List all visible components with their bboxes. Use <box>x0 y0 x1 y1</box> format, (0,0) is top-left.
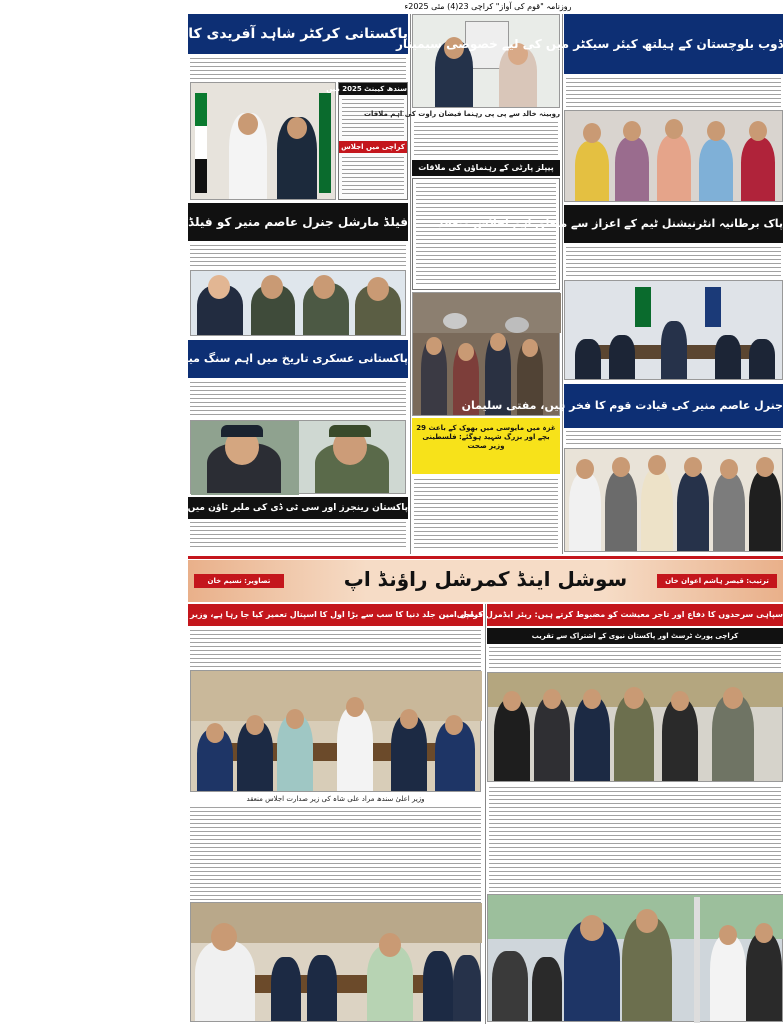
caption-hospital: وزیر اعلیٰ سندھ مراد علی شاہ کی زیر صدارت اجلاس منعقد <box>246 795 425 803</box>
headline-afridi: پاکستانی کرکٹر شاہد آفریدی کا دبئی کی قونصلیٹ کا دورہ <box>188 14 408 54</box>
headline-seminar: ڈوب بلوچستان کے ہیلتھ کیئر سیکٹر میں کی لیے خصوصی سیمینار <box>564 14 783 74</box>
article-text <box>566 246 781 276</box>
headline-gaza: غزہ میں مایوسی میں بھوک کے باعث 29 بچے اور بزرگ شہید ہوگئے: فلسطینی وزیر صحت <box>412 418 560 474</box>
photo-generals <box>190 270 406 336</box>
photo-hospital-meeting-2 <box>190 902 481 1022</box>
middle-banner: پیپلز پارٹی کے رہنماؤں کی ملاقات <box>412 160 560 176</box>
headline-field-marshal: فیلڈ مارشل جنرل عاصم منیر کو فیلڈ مارشل کے عہدے پر ترقی <box>188 203 408 241</box>
headline-history: پاکستانی عسکری تاریخ میں اہم سنگ میل قوم کا فخر اور اظہار تشکر <box>188 340 408 378</box>
photo-afridi <box>190 82 336 200</box>
article-text <box>190 521 406 549</box>
section-header <box>188 560 783 602</box>
headline-admiral: سپاہی سرحدوں کا دفاع اور تاجر معیشت کو مضبوط کرتے ہیں: ریئر ایڈمرل فیصل امین <box>487 604 783 626</box>
article-text <box>190 806 481 900</box>
headline-general: جنرل عاصم منیر کی قیادت قوم کا فخر ہیں، مفتی سلیمان <box>564 384 783 428</box>
section-divider <box>188 556 783 559</box>
photo-meeting <box>564 280 783 380</box>
masthead-date: روزنامہ "قوم کی آواز" کراچی 23(4) مئی 2025ء <box>404 2 572 11</box>
section-right-tag: ترتیب: قیصر ہاشم اعوان خان <box>657 574 777 588</box>
photo-two-officers <box>190 420 406 494</box>
photo-group <box>564 448 783 552</box>
caption-rubina: روبینہ خالد سے پی پی رہنما فیضان راوت کی اہم ملاقات <box>363 110 560 118</box>
headline-hospital: کراچی میں جلد دنیا کا سب سے بڑا اول کا اسپتال تعمیر کیا جا رہا ہے، وزیر اعلیٰ سندھ <box>188 604 483 626</box>
article-text <box>414 121 558 157</box>
photo-hospital-meeting <box>190 670 481 792</box>
photo-admiral-ceremony <box>487 672 783 782</box>
headline-rangers: پاکستان رینجرز اور سی ٹی ڈی کی ملیر ٹاؤن میں کارروائی، دہشتگرد <box>188 497 408 519</box>
section-title: سوشل اینڈ کمرشل راؤنڈ اپ <box>343 567 628 591</box>
article-text <box>190 381 406 417</box>
article-text <box>190 244 406 268</box>
article-text <box>489 646 781 670</box>
article-text <box>566 430 781 446</box>
headline-pak-britain: پاک برطانیہ انٹرنیشنل ٹیم کے اعزاز سے متعلق اہم اجلاس منعقد <box>564 205 783 243</box>
subheadline-admiral: کراچی پورٹ ٹرسٹ اور پاکستان نیوی کے اشتراک سے تقریب <box>487 628 783 644</box>
box-title-2: کراچی میں اجلاس <box>339 141 407 153</box>
photo-seminar <box>564 110 783 202</box>
article-text <box>190 629 481 667</box>
article-text <box>566 77 781 107</box>
sidebar-box <box>326 82 408 200</box>
article-text <box>190 57 406 79</box>
article-text <box>414 478 558 550</box>
article-text <box>489 786 781 892</box>
photo-admiral-flag <box>487 894 783 1022</box>
box-title: سندھ کیبنٹ 2025 میں <box>326 85 407 93</box>
section-left-tag: تصاویر: نسیم خان <box>194 574 284 588</box>
